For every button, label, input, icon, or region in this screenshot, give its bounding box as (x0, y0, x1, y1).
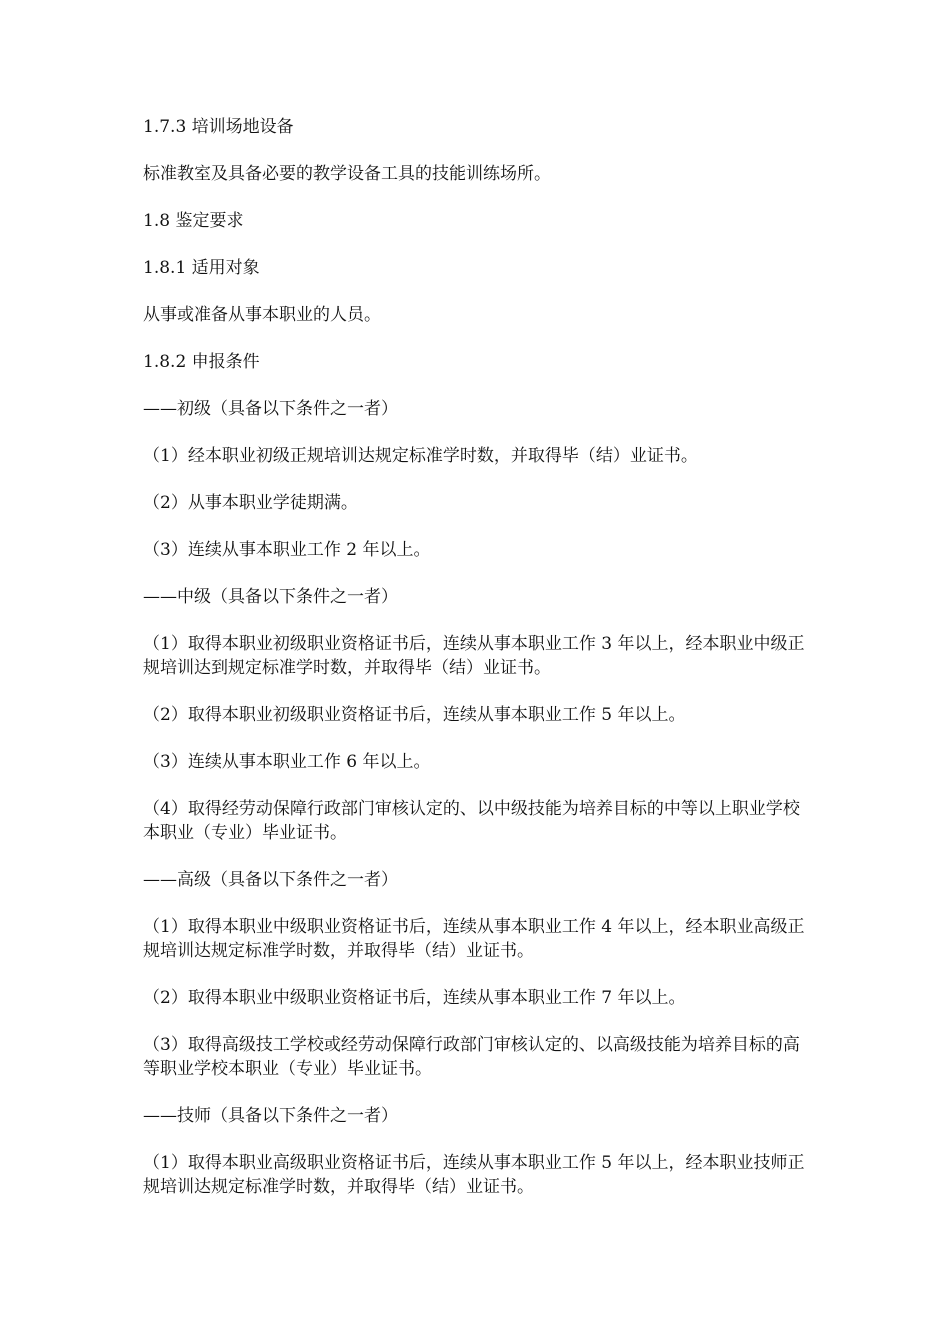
level-heading-intermediate: ——中级（具备以下条件之一者） (143, 587, 398, 607)
list-item: （2）取得本职业中级职业资格证书后，连续从事本职业工作 7 年以上。 (143, 988, 686, 1008)
list-item: （1）取得本职业高级职业资格证书后，连续从事本职业工作 5 年以上，经本职业技师正规培训达规定标准学时数，并取得毕（结）业证书。 (143, 1153, 805, 1197)
list-item: （2）取得本职业初级职业资格证书后，连续从事本职业工作 5 年以上。 (143, 705, 686, 725)
section-heading-1-8-2: 1.8.2 申报条件 (143, 352, 260, 372)
list-item: （1）取得本职业初级职业资格证书后，连续从事本职业工作 3 年以上，经本职业中级正规培训达到规定标准学时数，并取得毕（结）业证书。 (143, 634, 805, 678)
level-heading-senior: ——高级（具备以下条件之一者） (143, 870, 398, 890)
list-item: （3）连续从事本职业工作 2 年以上。 (143, 540, 431, 560)
level-heading-junior: ——初级（具备以下条件之一者） (143, 399, 398, 419)
list-item: （1）经本职业初级正规培训达规定标准学时数，并取得毕（结）业证书。 (143, 446, 698, 466)
level-heading-technician: ——技师（具备以下条件之一者） (143, 1106, 398, 1126)
paragraph: 标准教室及具备必要的教学设备工具的技能训练场所。 (143, 164, 551, 184)
section-heading-1-8: 1.8 鉴定要求 (143, 211, 244, 231)
section-heading-1-7-3: 1.7.3 培训场地设备 (143, 117, 294, 137)
list-item: （3）取得高级技工学校或经劳动保障行政部门审核认定的、以高级技能为培养目标的高等职业学校本职业（专业）毕业证书。 (143, 1035, 800, 1079)
list-item: （1）取得本职业中级职业资格证书后，连续从事本职业工作 4 年以上，经本职业高级正规培训达规定标准学时数，并取得毕（结）业证书。 (143, 917, 805, 961)
list-item: （3）连续从事本职业工作 6 年以上。 (143, 752, 431, 772)
list-item: （4）取得经劳动保障行政部门审核认定的、以中级技能为培养目标的中等以上职业学校本职业（专业）毕业证书。 (143, 799, 800, 843)
list-item: （2）从事本职业学徒期满。 (143, 493, 358, 513)
paragraph: 从事或准备从事本职业的人员。 (143, 305, 381, 325)
section-heading-1-8-1: 1.8.1 适用对象 (143, 258, 260, 278)
